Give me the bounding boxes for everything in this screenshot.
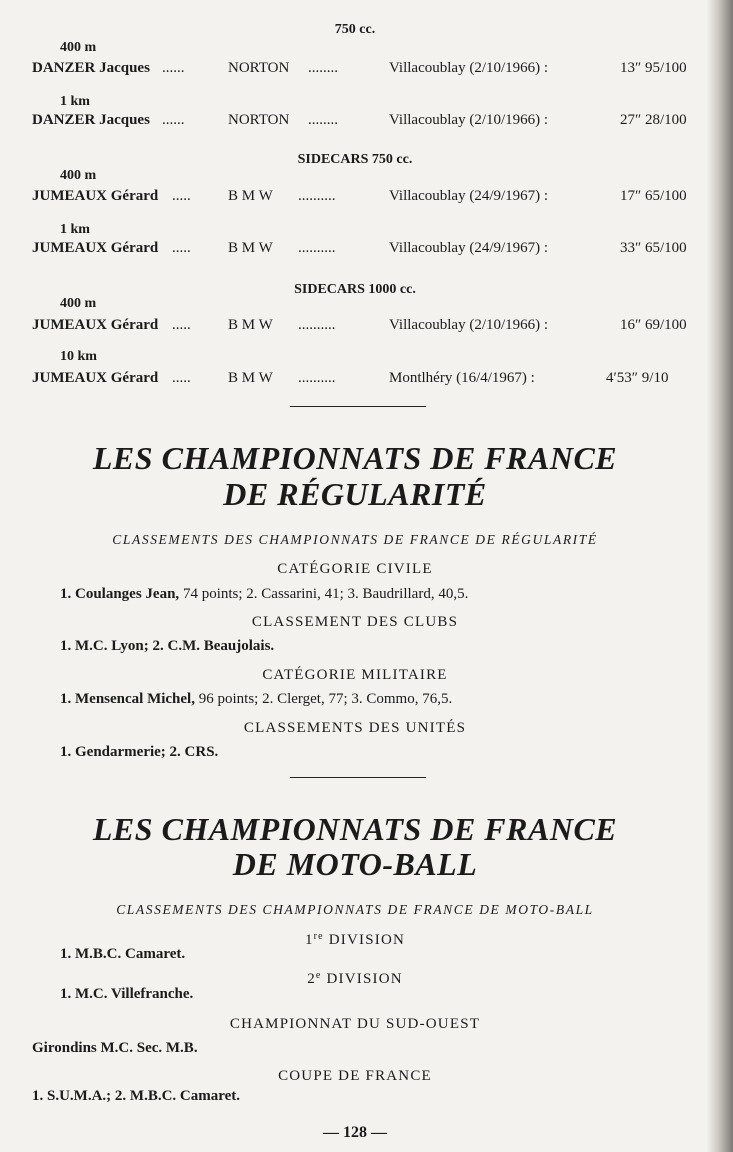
section-title: SIDECARS 1000 cc.	[294, 282, 416, 297]
record-place: Villacoublay (2/10/1966) :	[389, 60, 549, 76]
record-leader-dots: .....	[172, 317, 191, 333]
record-rider: JUMEAUX Gérard	[32, 240, 159, 256]
record-place: Montlhéry (16/4/1967) :	[389, 370, 535, 386]
ranking-text: 1. M.B.C. Camaret.	[60, 946, 186, 962]
record-machine: B M W	[228, 317, 273, 333]
record-distance: 400 m	[60, 296, 97, 311]
record-time: 13″ 95/100	[620, 60, 687, 76]
ranking-rest: 96 points; 2. Clerget, 77; 3. Commo, 76,5.	[194, 691, 453, 707]
record-time: 17″ 65/100	[620, 188, 687, 204]
record-leader-dots: ..........	[298, 370, 336, 386]
category-heading: CATÉGORIE CIVILE	[277, 561, 433, 577]
record-distance: 1 km	[60, 222, 90, 237]
ranking-line	[60, 946, 185, 963]
record-leader-dots: ......	[162, 60, 185, 76]
ranking-winner: 1. Mensencal Michel,	[60, 691, 195, 707]
division-heading: 2e DIVISION	[307, 970, 403, 987]
ranking-line	[60, 691, 452, 708]
classement-subtitle: CLASSEMENTS DES CHAMPIONNATS DE FRANCE DE RÉGULARITÉ	[112, 532, 598, 547]
record-place: Villacoublay (24/9/1967) :	[389, 188, 549, 204]
record-distance: 1 km	[60, 94, 90, 109]
ranking-line	[60, 638, 274, 655]
section-heading: DE MOTO-BALL	[232, 846, 478, 882]
record-leader-dots: ......	[162, 112, 185, 128]
ranking-text: Girondins M.C. Sec. M.B.	[32, 1040, 198, 1056]
record-machine: NORTON	[228, 60, 290, 76]
ranking-line	[60, 586, 468, 603]
record-place: Villacoublay (24/9/1967) :	[389, 240, 549, 256]
record-leader-dots: .....	[172, 188, 191, 204]
record-place: Villacoublay (2/10/1966) :	[389, 317, 549, 333]
record-time: 33″ 65/100	[620, 240, 687, 256]
record-leader-dots: ........	[308, 112, 338, 128]
record-leader-dots: ........	[308, 60, 338, 76]
ranking-winner: 1. Coulanges Jean,	[60, 586, 180, 602]
category-heading: CLASSEMENT DES CLUBS	[251, 614, 459, 630]
record-distance: 400 m	[60, 168, 97, 183]
ranking-line	[32, 1040, 198, 1057]
classement-subtitle: CLASSEMENTS DES CHAMPIONNATS DE FRANCE DE MOTO-BALL	[116, 902, 594, 917]
record-place: Villacoublay (2/10/1966) :	[389, 112, 549, 128]
record-machine: NORTON	[228, 112, 290, 128]
division-heading: 1re DIVISION	[304, 931, 406, 948]
category-heading: CLASSEMENTS DES UNITÉS	[243, 720, 467, 736]
ranking-text: 1. M.C. Lyon; 2. C.M. Beaujolais.	[60, 638, 275, 654]
record-time: 27″ 28/100	[620, 112, 687, 128]
ranking-text: 1. Gendarmerie; 2. CRS.	[60, 744, 219, 760]
record-distance: 400 m	[60, 40, 97, 55]
page-edge-shadow	[707, 0, 733, 1152]
record-machine: B M W	[228, 240, 273, 256]
record-leader-dots: .....	[172, 240, 191, 256]
section-heading: LES CHAMPIONNATS DE FRANCE	[92, 440, 618, 476]
record-machine: B M W	[228, 370, 273, 386]
record-rider: DANZER Jacques	[32, 60, 150, 76]
record-leader-dots: ..........	[298, 240, 336, 256]
ranking-line	[32, 1088, 240, 1105]
record-distance: 10 km	[60, 349, 97, 364]
record-leader-dots: .....	[172, 370, 191, 386]
cup-heading: COUPE DE FRANCE	[278, 1068, 432, 1084]
page-number: — 128 —	[323, 1124, 387, 1141]
section-divider	[290, 777, 426, 778]
ranking-line	[60, 986, 193, 1003]
section-title: 750 cc.	[334, 22, 376, 37]
ranking-text: 1. M.C. Villefranche.	[60, 986, 194, 1002]
record-rider: JUMEAUX Gérard	[32, 370, 159, 386]
record-rider: JUMEAUX Gérard	[32, 317, 159, 333]
record-rider: JUMEAUX Gérard	[32, 188, 159, 204]
category-heading: CATÉGORIE MILITAIRE	[262, 667, 448, 683]
record-machine: B M W	[228, 188, 273, 204]
record-leader-dots: ..........	[298, 188, 336, 204]
ranking-line	[60, 744, 218, 761]
record-time: 4′53″ 9/10	[606, 370, 669, 386]
ranking-text: 1. S.U.M.A.; 2. M.B.C. Camaret.	[32, 1088, 241, 1104]
section-title: SIDECARS 750 cc.	[297, 152, 413, 167]
record-rider: DANZER Jacques	[32, 112, 150, 128]
record-leader-dots: ..........	[298, 317, 336, 333]
championship-heading: CHAMPIONNAT DU SUD-OUEST	[229, 1016, 481, 1032]
ranking-rest: 74 points; 2. Cassarini, 41; 3. Baudrillard, 40,5.	[179, 586, 469, 602]
section-heading: DE RÉGULARITÉ	[223, 476, 487, 512]
record-time: 16″ 69/100	[620, 317, 687, 333]
section-divider	[290, 406, 426, 407]
section-heading: LES CHAMPIONNATS DE FRANCE	[92, 811, 618, 847]
